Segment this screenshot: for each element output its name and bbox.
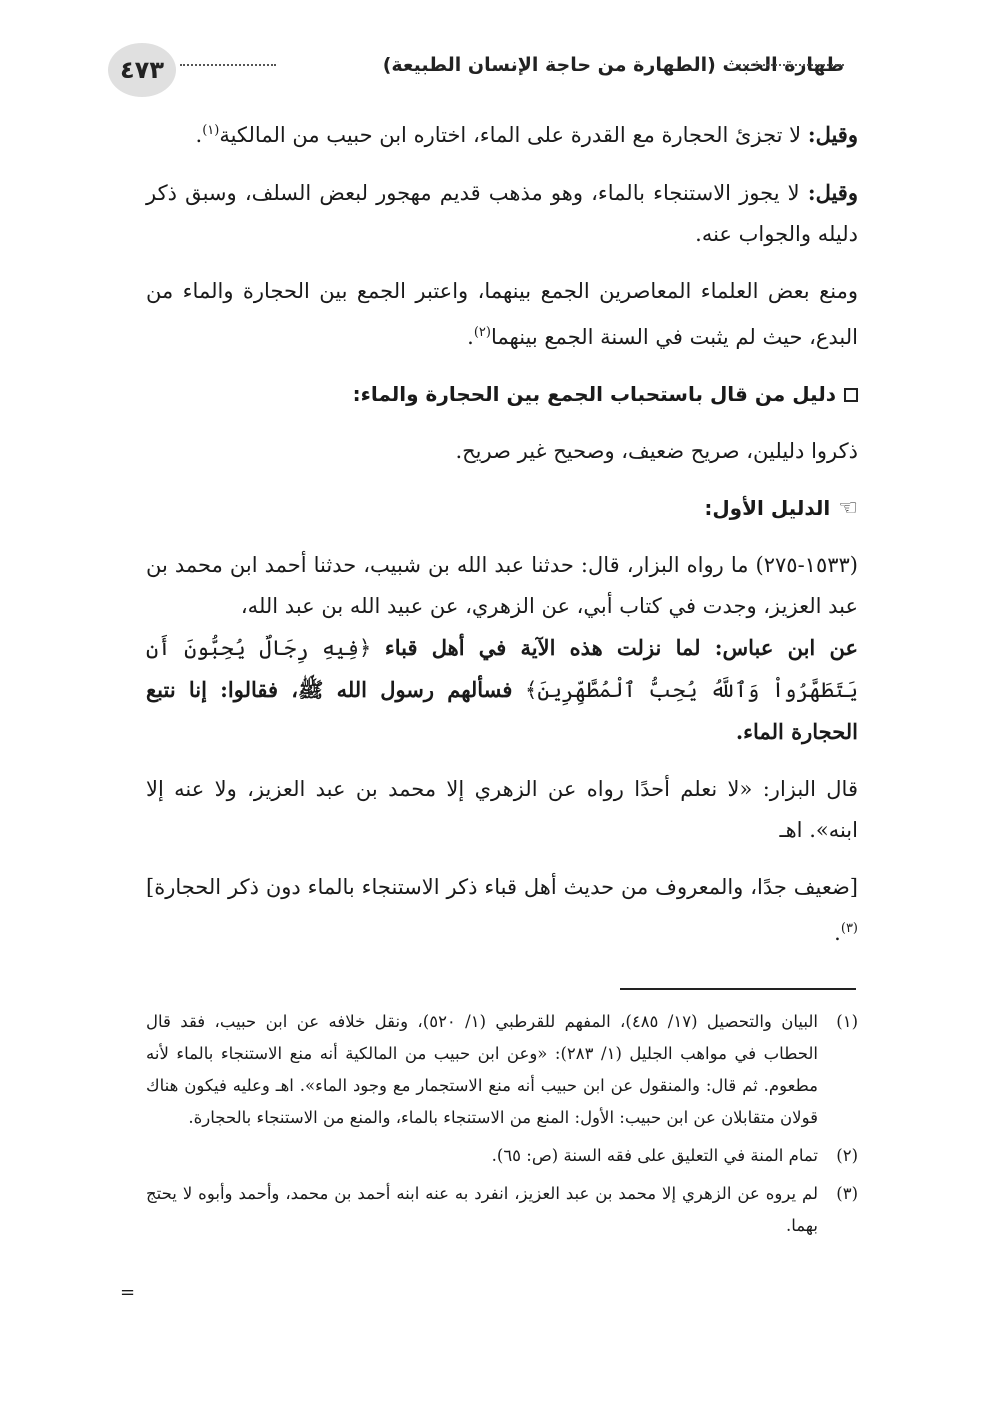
- paragraph-4-text: ذكروا دليلين، صريح ضعيف، وصحيح غير صريح.: [455, 439, 858, 463]
- continuation-mark: =: [120, 1282, 136, 1303]
- footnote-ref-2[interactable]: (٢): [473, 325, 491, 340]
- footnote-3-text: لم يروه عن الزهري إلا محمد بن عبد العزيز، انفرد به عنه ابنه أحمد بن محمد، وأحمد وأبوه لا يحتج بهما.: [146, 1184, 818, 1235]
- paragraph-6: [146, 627, 858, 753]
- square-bullet-icon: [844, 388, 858, 402]
- hadith-text: عن ابن عباس: لما نزلت هذه الآية في أهل قباء: [384, 635, 858, 660]
- paragraph-1-text: لا تجزئ الحجارة مع القدرة على الماء، اختاره ابن حبيب من المالكية: [219, 123, 808, 147]
- section-heading-2-text: الدليل الأول:: [704, 496, 831, 520]
- running-title: طهارة الخبث (الطهارة من حاجة الإنسان الطبيعة): [382, 54, 844, 76]
- footnote-2-number: (٢): [836, 1146, 858, 1165]
- footnote-1: [146, 1006, 858, 1134]
- footnote-3-number: (٣): [836, 1184, 858, 1203]
- footnotes: [146, 1006, 858, 1248]
- paragraph-3: [146, 271, 858, 358]
- paragraph-8-text: [ضعيف جدًا، والمعروف من حديث أهل قباء ذكر الاستنجاء بالماء دون ذكر الحجارة]: [146, 875, 858, 899]
- paragraph-2-lead: وقيل:: [807, 180, 858, 205]
- paragraph-3-text: ومنع بعض العلماء المعاصرين الجمع بينهما، واعتبر الجمع بين الحجارة والماء من البدع، حيث لم يثبت في السنة الجمع بينهما: [146, 279, 858, 349]
- pointing-hand-icon: ☜: [838, 496, 858, 521]
- header-dots-left: [180, 64, 276, 66]
- paragraph-1-end: .: [195, 123, 203, 147]
- footnote-2-text: تمام المنة في التعليق على فقه السنة (ص: ٦٥).: [491, 1146, 818, 1165]
- hadith-text-end: فسألهم رسول الله ﷺ، فقالوا: إنا نتبع الحجارة الماء.: [146, 677, 858, 744]
- footnote-2: [146, 1140, 858, 1172]
- footnote-ref-3[interactable]: (٣): [840, 921, 858, 936]
- paragraph-7: [146, 769, 858, 851]
- paragraph-1: [146, 110, 858, 156]
- paragraph-7-text: قال البزار: «لا نعلم أحدًا رواه عن الزهري إلا محمد بن عبد العزيز، ولا عنه إلا ابنه». اهـ: [146, 777, 858, 842]
- footnote-1-text: البيان والتحصيل (١٧/ ٤٨٥)، المفهم للقرطبي (١/ ٥٢٠)، ونقل خلافه عن ابن حبيب، فقد قال الحطاب في مواهب الجليل (١/ ٢٨٣): «وعن ابن حبيب من المالكية أنه منع الاستنجاء بالماء لأنه مطعوم. ثم قال: والمنقول عن ابن حبيب أنه منع الاستجمار مع وجود الماء». اهـ وعليه فيكون هناك قولان متقابلان عن ابن حبيب: الأول: المنع من الاستنجاء بالماء، والمنع من الاستنجاء بالحجارة.: [146, 1012, 818, 1127]
- paragraph-4: [146, 431, 858, 472]
- footnote-1-number: (١): [836, 1012, 858, 1031]
- page-number: ٤٧٣: [108, 43, 176, 97]
- paragraph-5-text: (١٥٣٣-٢٧٥) ما رواه البزار، قال: حدثنا عبد الله بن شبيب، حدثنا أحمد ابن محمد بن عبد العزيز، وجدت في كتاب أبي، عن الزهري، عن عبيد الله بن عبد الله،: [146, 553, 858, 618]
- footnote-ref-1[interactable]: (١): [202, 123, 220, 138]
- section-heading-2: [146, 488, 858, 529]
- paragraph-8: [146, 867, 858, 954]
- paragraph-3-end: .: [467, 325, 474, 349]
- footnote-separator: [620, 988, 856, 990]
- section-heading-1-text: دليل من قال باستحباب الجمع بين الحجارة والماء:: [352, 382, 836, 406]
- section-heading-1: [146, 374, 858, 415]
- paragraph-2-text: لا يجوز الاستنجاء بالماء، وهو مذهب قديم مهجور لبعض السلف، وسبق ذكر دليله والجواب عنه.: [146, 181, 858, 246]
- paragraph-1-lead: وقيل:: [807, 122, 858, 147]
- paragraph-2: [146, 172, 858, 255]
- main-text: [146, 110, 858, 970]
- paragraph-8-end: .: [834, 921, 841, 945]
- paragraph-5: [146, 545, 858, 627]
- header-dots-right: [736, 64, 844, 66]
- footnote-3: [146, 1178, 858, 1242]
- quran-verse: ﴿فِيهِ رِجَالٌ يُحِبُّونَ أَن يَتَطَهَّرُواْ وَٱللَّهُ يُحِبُّ ٱلْمُطَّهِّرِينَ﴾: [146, 636, 858, 702]
